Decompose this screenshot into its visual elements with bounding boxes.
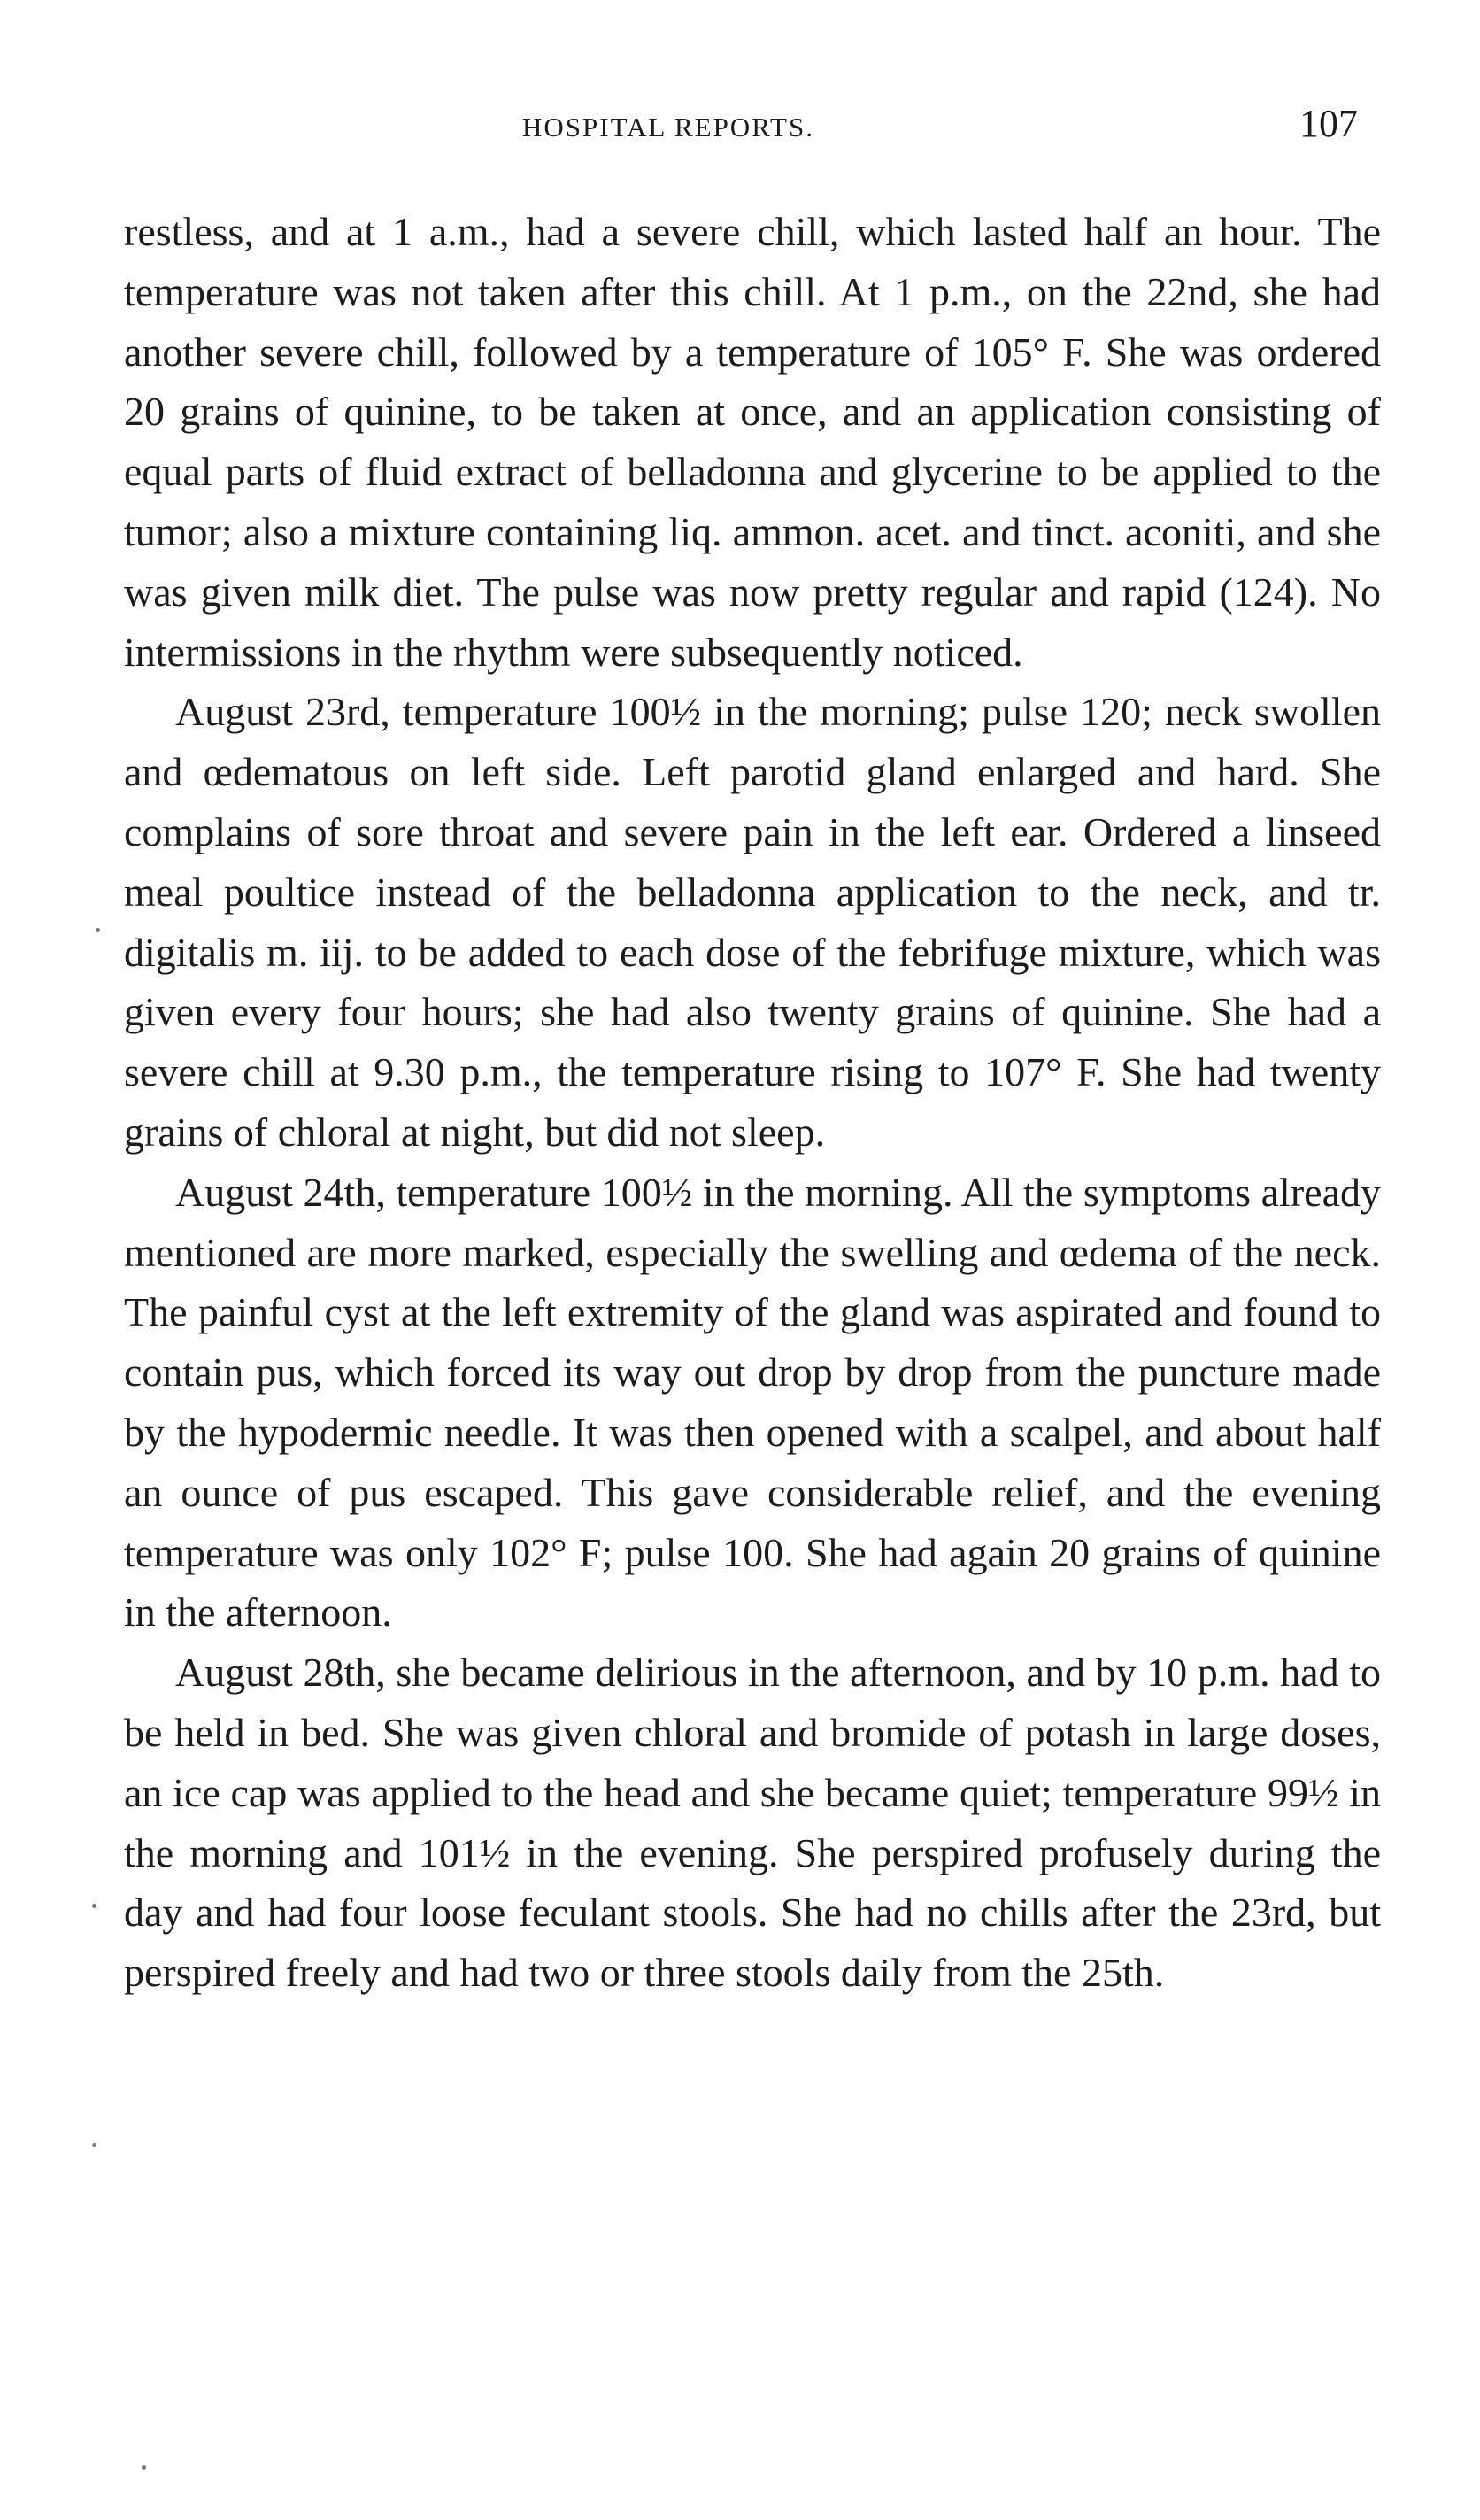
print-speck bbox=[142, 2465, 146, 2470]
print-speck bbox=[92, 1904, 96, 1908]
print-speck bbox=[96, 928, 100, 932]
print-speck bbox=[92, 2143, 96, 2147]
page-number: 107 bbox=[1299, 102, 1358, 145]
paragraph-continuation: restless, and at 1 a.m., had a severe chill, which lasted half an hour. The temperature was not taken after this chill. At 1 p.m., on the 22nd, she had another severe chill, followed by a temperature of 105° F. She was ordered 20 grains of quinine, to be taken at once, and an application consisting of equal parts of fluid extract of belladonna and glycerine to be applied to the tumor; also a mixture containing liq. ammon. acet. and tinct. aconiti, and she was given milk diet. The pulse was now pretty regular and rapid (124). No intermissions in the rhythm were subsequently noticed. bbox=[124, 209, 1381, 675]
running-head: HOSPITAL REPORTS. bbox=[522, 112, 814, 143]
body-text bbox=[124, 202, 1381, 2003]
paragraph-august-23rd: August 23rd, temperature 100½ in the morning; pulse 120; neck swollen and œdematous on left side. Left parotid gland enlarged and hard. She complains of sore throat and severe pain in the left ear. Ordered a linseed meal poultice instead of the belladonna application to the neck, and tr. digitalis m. iij. to be added to each dose of the febrifuge mixture, which was given every four hours; she had also twenty grains of quinine. She had a severe chill at 9.30 p.m., the temperature rising to 107° F. She had twenty grains of chloral at night, but did not sleep. bbox=[124, 689, 1381, 1155]
paragraph-august-24th: August 24th, temperature 100½ in the morning. All the symptoms already mentioned are more marked, especially the swelling and œdema of the neck. The painful cyst at the left extremity of the gland was aspirated and found to contain pus, which forced its way out drop by drop from the puncture made by the hypodermic needle. It was then opened with a scalpel, and about half an ounce of pus escaped. This gave considerable relief, and the evening temperature was only 102° F; pulse 100. She had again 20 grains of quinine in the afternoon. bbox=[124, 1169, 1381, 1635]
paragraph-august-28th: August 28th, she became delirious in the afternoon, and by 10 p.m. had to be held in bed. She was given chloral and bromide of potash in large doses, an ice cap was applied to the head and she became quiet; temperature 99½ in the morning and 101½ in the evening. She perspired profusely during the day and had four loose feculant stools. She had no chills after the 23rd, but perspired freely and had two or three stools daily from the 25th. bbox=[124, 1650, 1381, 1996]
